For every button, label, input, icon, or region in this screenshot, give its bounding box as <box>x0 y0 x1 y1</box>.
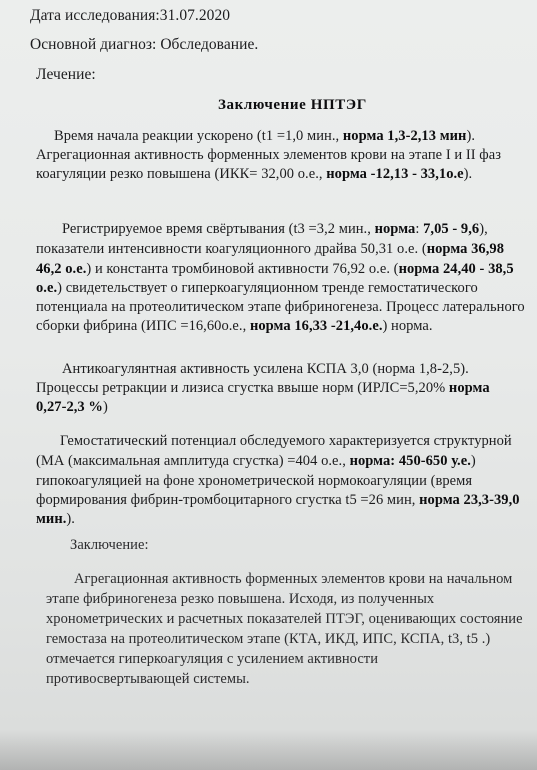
conclusion-heading: Заключение: <box>70 537 149 553</box>
document-title: Заключение НПТЭГ <box>218 97 367 113</box>
p3-line-2: Процессы ретракции и лизиса сгустка ввыше норм (ИРЛС=5,20% норма <box>36 380 490 396</box>
conclusion-line-6: противосвертывающей системы. <box>46 671 250 687</box>
page-shadow <box>0 730 537 770</box>
p1-line-3: коагуляции резко повышена (ИКК= 32,00 о.е., норма -12,13 - 33,1о.е). <box>36 166 473 182</box>
p2-line-6: сборки фибрина (ИПС =16,60о.е., норма 16,33 -21,4о.е.) норма. <box>36 318 433 334</box>
p4-line-3: гипокоагуляцией на фоне хронометрической нормокоагуляции (время <box>36 473 473 489</box>
p3-line-3: 0,27-2,3 %) <box>36 399 108 415</box>
p1-line-2: Агрегационная активность форменных элементов крови на этапе I и II фаз <box>36 147 501 163</box>
p4-line-2: (МА (максимальная амплитуда сгустка) =404 о.е., норма: 450-650 у.е.) <box>36 453 476 469</box>
conclusion-line-1: Агрегационная активность форменных элементов крови на начальном <box>74 571 513 587</box>
p3-line-1: Антикоагулянтная активность усилена КСПА 3,0 (норма 1,8-2,5). <box>62 361 469 377</box>
p2-line-4: о.е.) свидетельствует о гиперкоагуляционном тренде гемостатического <box>36 280 478 296</box>
p2-line-3: 46,2 о.е.) и константа тромбиновой активности 76,92 о.е. (норма 24,40 - 38,5 <box>36 261 514 277</box>
p4-line-1: Гемостатический потенциал обследуемого характеризуется структурной <box>60 433 512 449</box>
conclusion-line-4: гемостаза на протеолитическом этапе (КТА, ИКД, ИПС, КСПА, t3, t5 .) <box>46 631 491 647</box>
conclusion-line-5: отмечается гиперкоагуляция с усилением активности <box>46 651 378 667</box>
p2-line-5: потенциала на протеолитическом этапе фибриногенеза. Процесс латерального <box>36 299 525 315</box>
conclusion-line-3: хронометрических и расчетных показателей ПТЭГ, оценивающих состояние <box>46 611 523 627</box>
p4-line-5: мин.). <box>36 511 75 527</box>
treatment-label: Лечение: <box>36 66 96 83</box>
study-date: Дата исследования:31.07.2020 <box>30 7 231 24</box>
p4-line-4: формирования фибрин-тромбоцитарного сгустка t5 =26 мин, норма 23,3-39,0 <box>36 492 520 508</box>
p2-line-2: показатели интенсивности коагуляционного драйва 50,31 о.е. (норма 36,98 <box>36 241 504 257</box>
p2-line-1: Регистрируемое время свёртывания (t3 =3,2 мин., норма: 7,05 - 9,6), <box>62 221 488 237</box>
p1-line-1: Время начала реакции ускорено (t1 =1,0 мин., норма 1,3-2,13 мин). <box>54 128 475 144</box>
conclusion-line-2: этапе фибриногенеза резко повышена. Исходя, из полученных <box>46 591 435 607</box>
main-diagnosis: Основной диагноз: Обследование. <box>30 36 259 53</box>
